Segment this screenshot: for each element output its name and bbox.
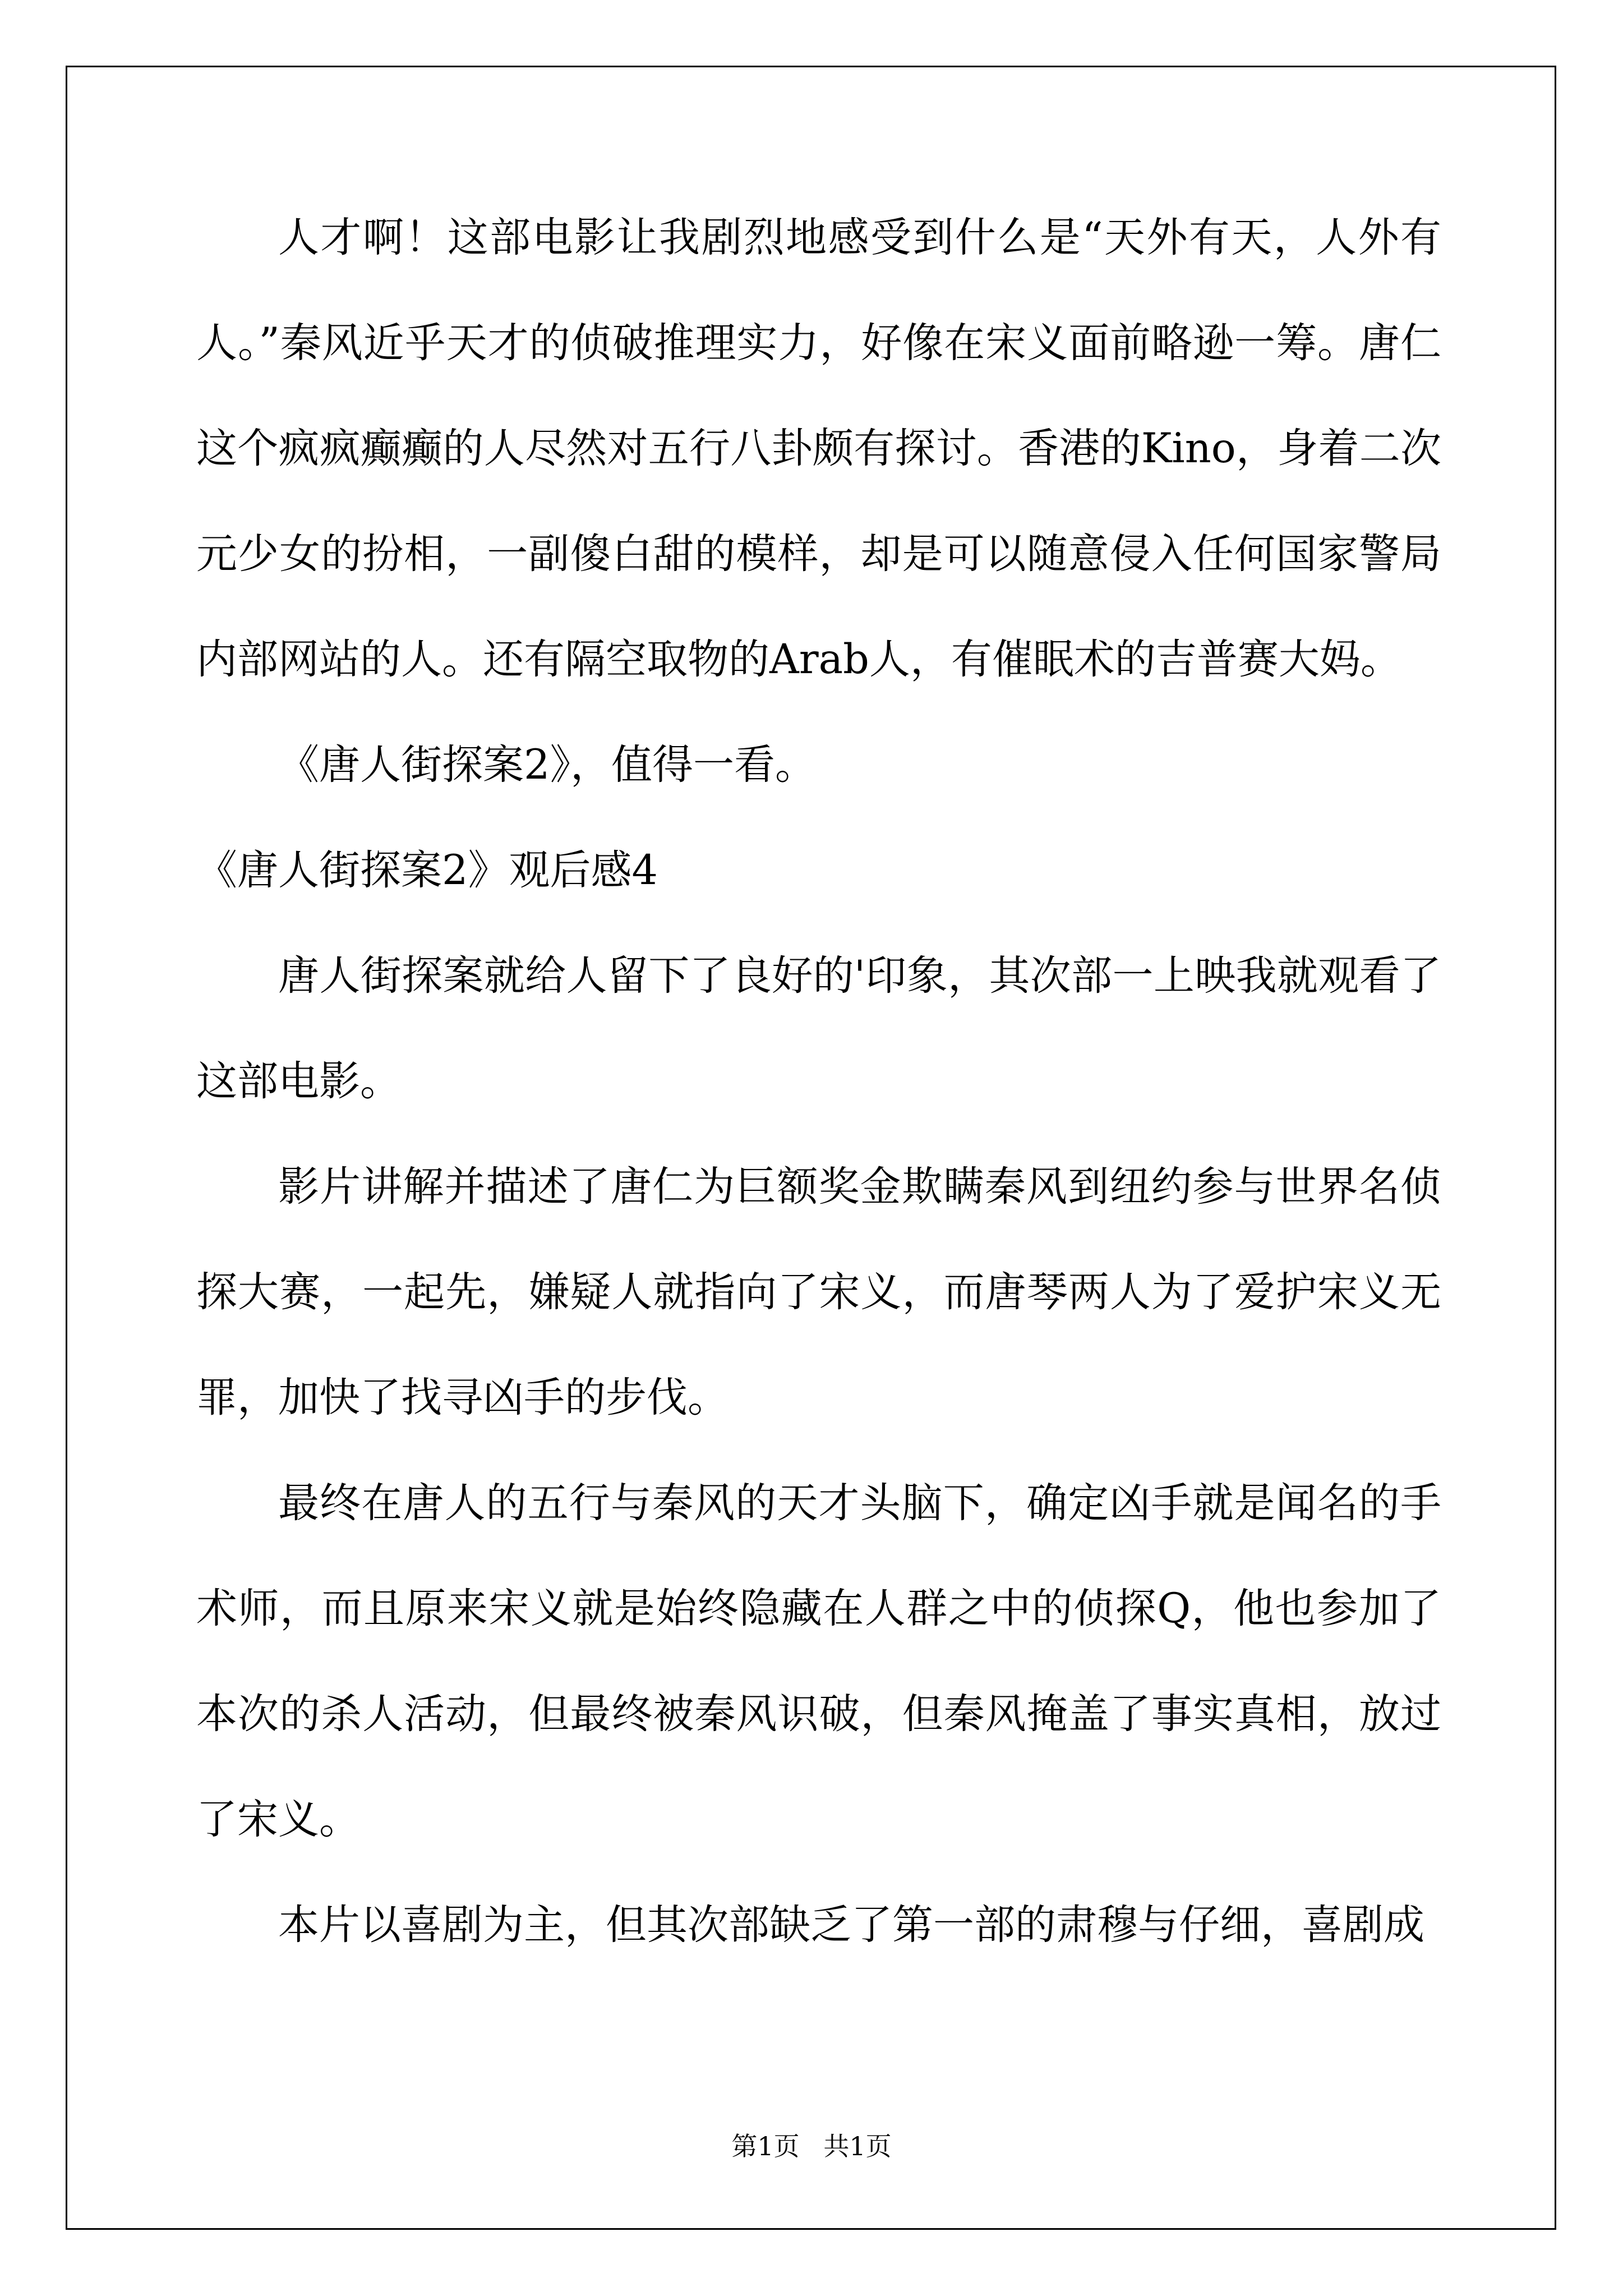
paragraph: 《唐人街探案2》，值得一看。 — [278, 741, 816, 789]
paragraph: 影片讲解并描述了唐仁为巨额奖金欺瞒秦风到纽约参与世界名侦探大赛，一起先，嫌疑人就指向了宋义，而唐琴两人为了爱护宋义无罪，加快了找寻凶手的步伐。 — [196, 1163, 1441, 1421]
paragraph: 唐人街探案就给人留下了良好的'印象，其次部一上映我就观看了这部电影。 — [196, 952, 1441, 1105]
paragraph: 人才啊！这部电影让我剧烈地感受到什么是“天外有天，人外有人。”秦风近乎天才的侦破推理实力，好像在宋义面前略逊一筹。唐仁这个疯疯癫癫的人尽然对五行八卦颇有探讨。香港的Kino，身着二次元少女的扮相，一副傻白甜的模样，却是可以随意侵入任何国家警局内部网站的人。还有隔空取物的Arab人，有催眠术的吉普赛大妈。 — [196, 214, 1441, 683]
paragraph: 本片以喜剧为主，但其次部缺乏了第一部的肃穆与仔细，喜剧成 — [278, 1901, 1424, 1949]
page-total: 共1页 — [823, 2131, 892, 2161]
paragraph: 最终在唐人的五行与秦风的天才头脑下，确定凶手就是闻名的手术师，而且原来宋义就是始终隐藏在人群之中的侦探Q，他也参加了本次的杀人活动，但最终被秦风识破，但秦风掩盖了事实真相，放过了宋义。 — [196, 1479, 1441, 1843]
section-heading: 《唐人街探案2》观后感4 — [196, 846, 658, 894]
page-footer — [0, 2126, 1623, 2163]
document-body — [196, 185, 1441, 1978]
page-number: 第1页 — [731, 2131, 800, 2161]
